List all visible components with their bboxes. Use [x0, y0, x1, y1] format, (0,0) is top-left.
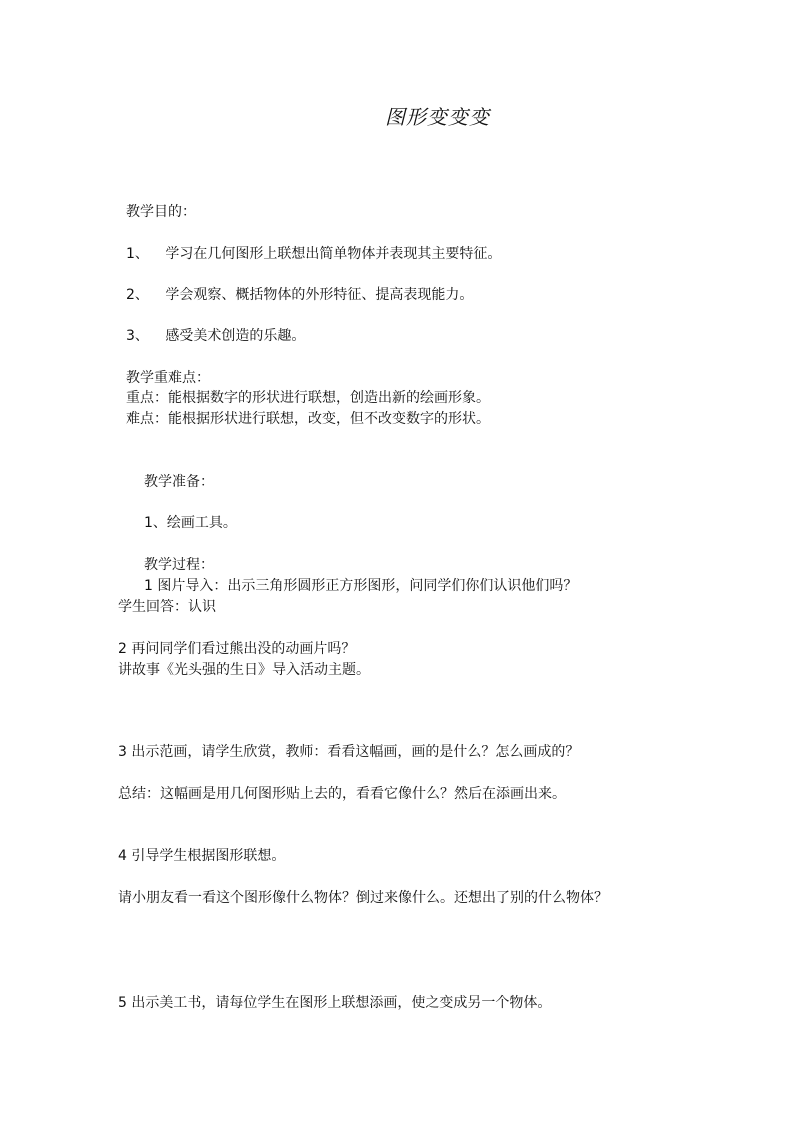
- objectives-heading: 教学目的：: [126, 204, 196, 220]
- process-step-1: 1 图片导入：出示三角形圆形正方形图形，问同学们你们认识他们吗？: [144, 578, 578, 594]
- objective-number: 3、: [126, 328, 149, 344]
- difficulties-heading: 教学重难点：: [126, 370, 210, 386]
- process-step-4: 4 引导学生根据图形联想。: [118, 848, 286, 864]
- objective-text: 学会观察、概括物体的外形特征、提高表现能力。: [165, 287, 474, 303]
- question-line: 请小朋友看一看这个图形像什么物体？倒过来像什么。还想出了别的什么物体？: [118, 890, 608, 906]
- process-step-3: 3 出示范画，请学生欣赏，教师：看看这幅画，画的是什么？怎么画成的？: [118, 744, 580, 760]
- key-point: 重点：能根据数字的形状进行联想，创造出新的绘画形象。: [126, 390, 490, 406]
- objective-item-1: [126, 244, 501, 264]
- student-answer: 学生回答：认识: [118, 599, 216, 615]
- objective-number: 1、: [126, 246, 149, 262]
- page-title: 图形变变变: [385, 105, 490, 129]
- objective-text: 学习在几何图形上联想出简单物体并表现其主要特征。: [165, 246, 502, 262]
- preparation-item: 1、绘画工具。: [144, 515, 237, 531]
- process-step-2: 2 再问同学们看过熊出没的动画片吗？: [118, 641, 356, 657]
- objective-text: 感受美术创造的乐趣。: [165, 328, 306, 344]
- story-line: 讲故事《光头强的生日》导入活动主题。: [118, 662, 370, 678]
- process-step-5: 5 出示美工书，请每位学生在图形上联想添画，使之变成另一个物体。: [118, 995, 552, 1011]
- preparation-heading: 教学准备：: [144, 474, 214, 490]
- summary-line: 总结：这幅画是用几何图形贴上去的，看看它像什么？然后在添画出来。: [118, 786, 566, 802]
- process-heading: 教学过程：: [144, 557, 214, 573]
- objective-number: 2、: [126, 287, 149, 303]
- objective-item-3: [126, 326, 305, 346]
- difficult-point: 难点：能根据形状进行联想，改变，但不改变数字的形状。: [126, 411, 490, 427]
- objective-item-2: [126, 285, 473, 305]
